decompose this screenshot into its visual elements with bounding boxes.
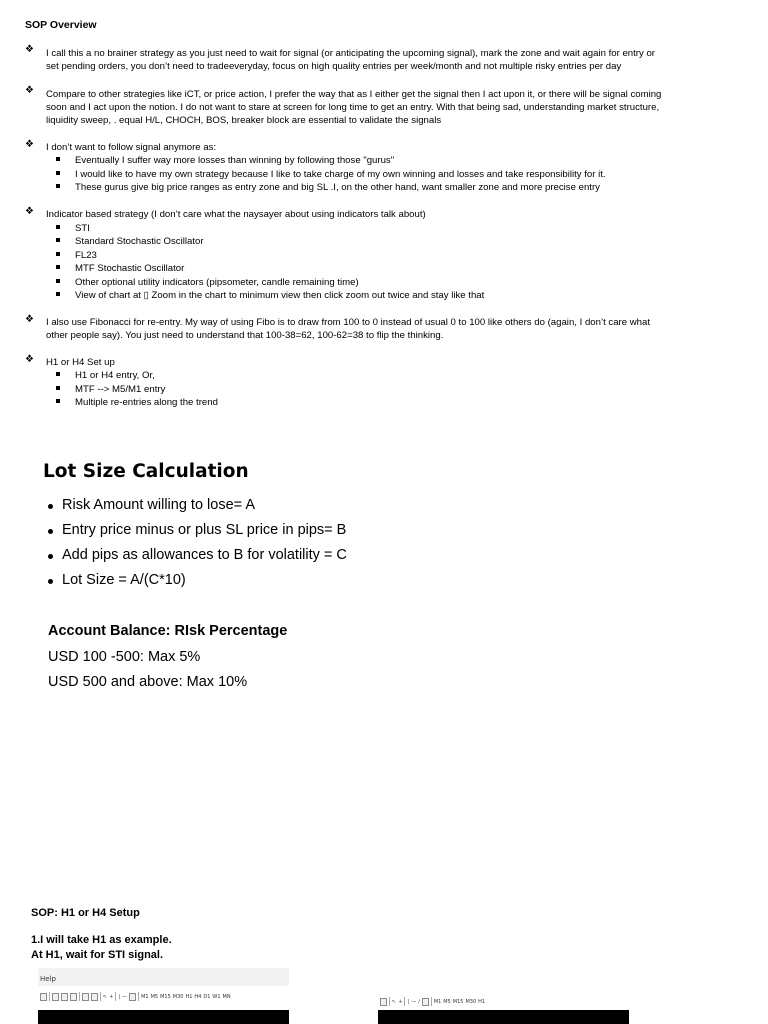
sop-item-1-line-1: soon and I act upon the notion. I do not want to stare at screen for long time to get an entry. With that being sad, understanding market structure, xyxy=(46,102,660,113)
sop-item-0-line-1: set pending orders, you don’t need to tradeeveryday, focus on high quality entries per week/month and not multiple risky entries per day xyxy=(46,61,622,72)
square-bullet-icon xyxy=(56,399,60,403)
tf-m15[interactable]: M15 xyxy=(160,993,171,1000)
toolbar-separator xyxy=(79,992,80,1001)
tf-m1[interactable]: M1 xyxy=(141,993,149,1000)
chart-screenshot-right xyxy=(378,988,629,1024)
round-bullet-icon xyxy=(48,579,53,584)
horizontal-line-icon[interactable]: — xyxy=(122,993,128,1000)
sop-item-5-sub-1: MTF --> M5/M1 entry xyxy=(75,384,166,395)
diamond-bullet-icon: ❖ xyxy=(25,314,34,325)
diamond-bullet-icon: ❖ xyxy=(25,206,34,217)
h1-setup-title: SOP: H1 or H4 Setup xyxy=(31,907,140,919)
tf-m5[interactable]: M5 xyxy=(443,998,451,1005)
account-balance-heading: Account Balance: RIsk Percentage xyxy=(48,623,288,639)
sop-item-3-sub-0: STI xyxy=(75,223,90,234)
sop-item-4-line-1: other people say). You just need to understand that 100-38=62, 100-62=38 to flip the thinking. xyxy=(46,330,444,341)
diamond-bullet-icon: ❖ xyxy=(25,354,34,365)
cursor-icon[interactable]: ↖ xyxy=(103,993,108,1000)
sop-item-2-sub-0: Eventually I suffer way more losses than winning by following those "gurus" xyxy=(75,155,395,166)
square-bullet-icon xyxy=(56,386,60,390)
tile-windows-icon[interactable] xyxy=(70,993,77,1001)
sop-item-3-sub-1: Standard Stochastic Oscillator xyxy=(75,236,204,247)
round-bullet-icon xyxy=(48,529,53,534)
zoom-out-icon[interactable] xyxy=(61,993,68,1001)
sop-item-2-sub-1: I would like to have my own strategy because I like to take charge of my own winning and losses and take responsibility for it. xyxy=(75,169,606,180)
autoscroll-icon[interactable] xyxy=(82,993,89,1001)
sop-item-5-sub-0: H1 or H4 entry, Or, xyxy=(75,370,155,381)
sop-item-2-line-0: I don’t want to follow signal anymore as: xyxy=(46,142,217,153)
chart-area-left xyxy=(38,1010,289,1024)
menu-help[interactable]: Help xyxy=(40,975,56,983)
crosshair-icon[interactable]: + xyxy=(398,998,403,1005)
sop-overview-title: SOP Overview xyxy=(25,19,97,31)
horizontal-line-icon[interactable]: — xyxy=(411,998,417,1005)
chart-shift-icon[interactable] xyxy=(91,993,98,1001)
tf-m1[interactable]: M1 xyxy=(433,998,442,1005)
sop-item-3-sub-4: Other optional utility indicators (pipsometer, candle remaining time) xyxy=(75,277,359,288)
toolbar-separator xyxy=(431,997,432,1006)
round-bullet-icon xyxy=(48,504,53,509)
square-bullet-icon xyxy=(56,265,60,269)
lot-size-bullet-2: Add pips as allowances to B for volatility = C xyxy=(62,547,347,563)
channel-icon[interactable] xyxy=(422,998,429,1006)
diamond-bullet-icon: ❖ xyxy=(25,139,34,150)
tf-m15[interactable]: M15 xyxy=(452,998,464,1005)
chart-area-right xyxy=(378,1010,629,1024)
square-bullet-icon xyxy=(56,292,60,296)
sop-item-1-line-0: Compare to other strategies like iCT, or price action, I prefer the way that as I either get the signal then I act upon it, or there will be signal coming xyxy=(46,89,662,100)
square-bullet-icon xyxy=(56,279,60,283)
sop-item-1-line-2: liquidity sweep, . equal H/L, CHOCH, BOS, breaker block are essential to validate the signals xyxy=(46,115,442,126)
new-chart-icon[interactable] xyxy=(40,993,47,1001)
sop-item-3-sub-5: View of chart at ▯ Zoom in the chart to minimum view then click zoom out twice and stay like that xyxy=(75,290,485,301)
tf-m5[interactable]: M5 xyxy=(150,993,159,1000)
square-bullet-icon xyxy=(56,252,60,256)
chart-toolbar-left xyxy=(40,992,231,1001)
account-row-1: USD 500 and above: Max 10% xyxy=(48,674,248,690)
tf-h1[interactable]: H1 xyxy=(185,993,193,1000)
square-bullet-icon xyxy=(56,238,60,242)
vertical-line-icon[interactable]: | xyxy=(407,998,410,1005)
round-bullet-icon xyxy=(48,554,53,559)
new-chart-icon[interactable] xyxy=(380,998,387,1006)
account-row-0: USD 100 -500: Max 5% xyxy=(48,649,201,665)
sop-item-4-line-0: I also use Fibonacci for re-entry. My way of using Fibo is to draw from 100 to 0 instead of usual 0 to 100 like others do (again, I don’t care what xyxy=(46,317,651,328)
crosshair-icon[interactable]: + xyxy=(109,993,114,1000)
tf-m30[interactable]: M30 xyxy=(172,993,184,1000)
tf-m30[interactable]: M30 xyxy=(465,998,477,1005)
toolbar-separator xyxy=(389,997,390,1006)
trendline-icon[interactable]: ∕ xyxy=(418,998,420,1005)
sop-item-0-line-0: I call this a no brainer strategy as you just need to wait for signal (or anticipating the upcoming signal), mark the zone and wait again for entry or xyxy=(46,48,655,59)
sop-item-3-line-0: Indicator based strategy (I don’t care what the naysayer about using indicators talk about) xyxy=(46,209,426,220)
toolbar-separator xyxy=(404,997,405,1006)
cursor-icon[interactable]: ↖ xyxy=(392,998,397,1005)
sop-item-3-sub-2: FL23 xyxy=(75,250,97,261)
tf-h1[interactable]: H1 xyxy=(478,998,486,1005)
h1-setup-line-1: 1.I will take H1 as example. xyxy=(31,934,172,946)
chart-screenshot-left xyxy=(38,968,289,1024)
chart-toolbar-right xyxy=(380,997,485,1006)
diamond-bullet-icon: ❖ xyxy=(25,44,34,55)
lot-size-bullet-3: Lot Size = A/(C*10) xyxy=(62,572,186,588)
toolbar-separator xyxy=(100,992,101,1001)
square-bullet-icon xyxy=(56,157,60,161)
square-bullet-icon xyxy=(56,225,60,229)
vertical-line-icon[interactable]: | xyxy=(118,993,121,1000)
h1-setup-line-2: At H1, wait for STI signal. xyxy=(31,949,164,961)
toolbar-separator xyxy=(49,992,50,1001)
square-bullet-icon xyxy=(56,171,60,175)
tf-w1[interactable]: W1 xyxy=(212,993,221,1000)
lot-size-bullet-1: Entry price minus or plus SL price in pips= B xyxy=(62,522,347,538)
trendline-icon[interactable] xyxy=(129,993,136,1001)
sop-item-3-sub-3: MTF Stochastic Oscillator xyxy=(75,263,185,274)
zoom-in-icon[interactable] xyxy=(52,993,59,1001)
square-bullet-icon xyxy=(56,372,60,376)
diamond-bullet-icon: ❖ xyxy=(25,85,34,96)
tf-mn[interactable]: MN xyxy=(222,993,231,1000)
sop-item-2-sub-2: These gurus give big price ranges as entry zone and big SL .I, on the other hand, want smaller zone and more precise entry xyxy=(75,182,600,193)
tf-h4[interactable]: H4 xyxy=(194,993,202,1000)
lot-size-title: Lot Size Calculation xyxy=(43,461,249,482)
tf-d1[interactable]: D1 xyxy=(203,993,211,1000)
toolbar-separator xyxy=(115,992,116,1001)
toolbar-separator xyxy=(138,992,139,1001)
square-bullet-icon xyxy=(56,184,60,188)
lot-size-bullet-0: Risk Amount willing to lose= A xyxy=(62,497,256,513)
sop-item-5-sub-2: Multiple re-entries along the trend xyxy=(75,397,218,408)
sop-item-5-line-0: H1 or H4 Set up xyxy=(46,357,115,368)
